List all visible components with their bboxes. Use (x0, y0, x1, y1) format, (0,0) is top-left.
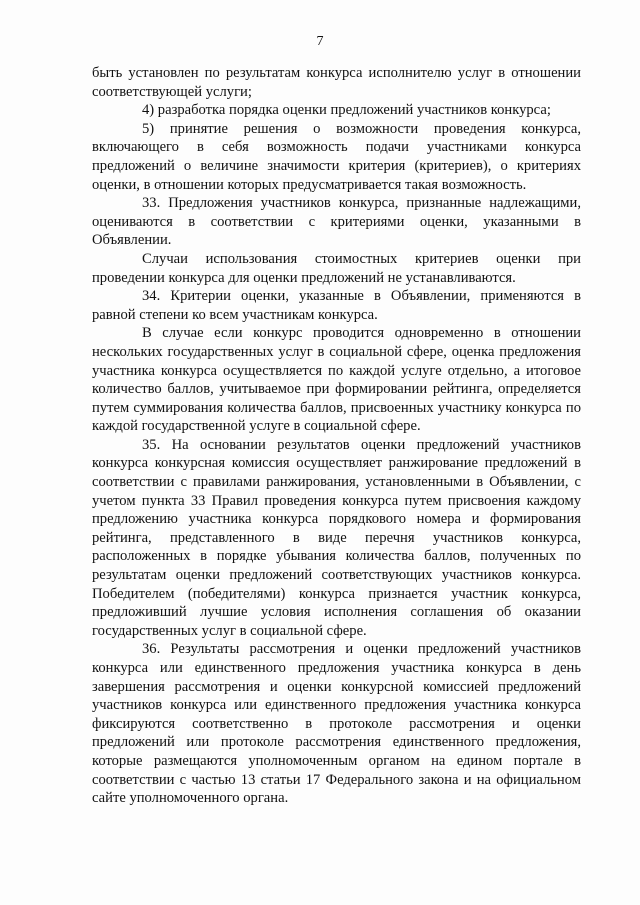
paragraph-cost-criteria: Случаи использования стоимостных критериев оценки при проведении конкурса для оценки предложений не устанавливаются. (92, 250, 581, 286)
paragraph-34: 34. Критерии оценки, указанные в Объявлении, применяются в равной степени ко всем участникам конкурса. (92, 288, 581, 323)
paragraph-item-5: 5) принятие решения о возможности проведения конкурса, включающего в себя возможность подачи участниками конкурса предложений о величине значимости критерия (критериев), о критериях оценки, в отношении которых предусматривается такая возможность. (92, 120, 581, 193)
paragraph-35: 35. На основании результатов оценки предложений участников конкурса конкурсная комиссия осуществляет ранжирование предложений в соответствии с правилами ранжирования, установленными в Объявлении, с учетом пункта 33 Правил проведения конкурса путем присвоения каждому предложению участника конкурса порядкового номера и формирования рейтинга, представленного в виде перечня участников конкурса, расположенных в порядке убывания количества баллов, полученных по результатам оценки предложений соответствующих участников конкурса. Победителем (победителями) конкурса признается участник конкурса, предложивший лучшие условия исполнения соглашения об оказании государственных услуг в социальной сфере. (92, 436, 581, 639)
paragraph-36: 36. Результаты рассмотрения и оценки предложений участников конкурса или единственного предложения участника конкурса в день завершения рассмотрения и оценки конкурсной комиссией предложений участников конкурса или единственного предложения участника конкурса фиксируются соответственно в протоколе рассмотрения и оценки предложений или протоколе рассмотрения единственного предложения, которые размещаются уполномоченным органом на едином портале в соответствии с частью 13 статьи 17 Федерального закона и на официальном сайте уполномоченного органа. (92, 641, 581, 807)
paragraph-multiple-services: В случае если конкурс проводится одновременно в отношении нескольких государственных услуг в социальной сфере, оценка предложения участника конкурса осуществляется по каждой услуге отдельно, а итоговое количество баллов, учитываемое при формировании рейтинга, определяется путем суммирования количества баллов, присвоенных участнику конкурса по каждой государственной услуге в социальной сфере. (92, 325, 581, 435)
page-number: 7 (316, 34, 324, 49)
document-body (92, 64, 581, 808)
paragraph-continuation: быть установлен по результатам конкурса исполнителю услуг в отношении соответствующей услуги; (92, 65, 581, 100)
paragraph-item-4: 4) разработка порядка оценки предложений участников конкурса; (142, 102, 551, 119)
paragraph-33: 33. Предложения участников конкурса, признанные надлежащими, оцениваются в соответствии с критериями оценки, указанными в Объявлении. (92, 195, 581, 249)
